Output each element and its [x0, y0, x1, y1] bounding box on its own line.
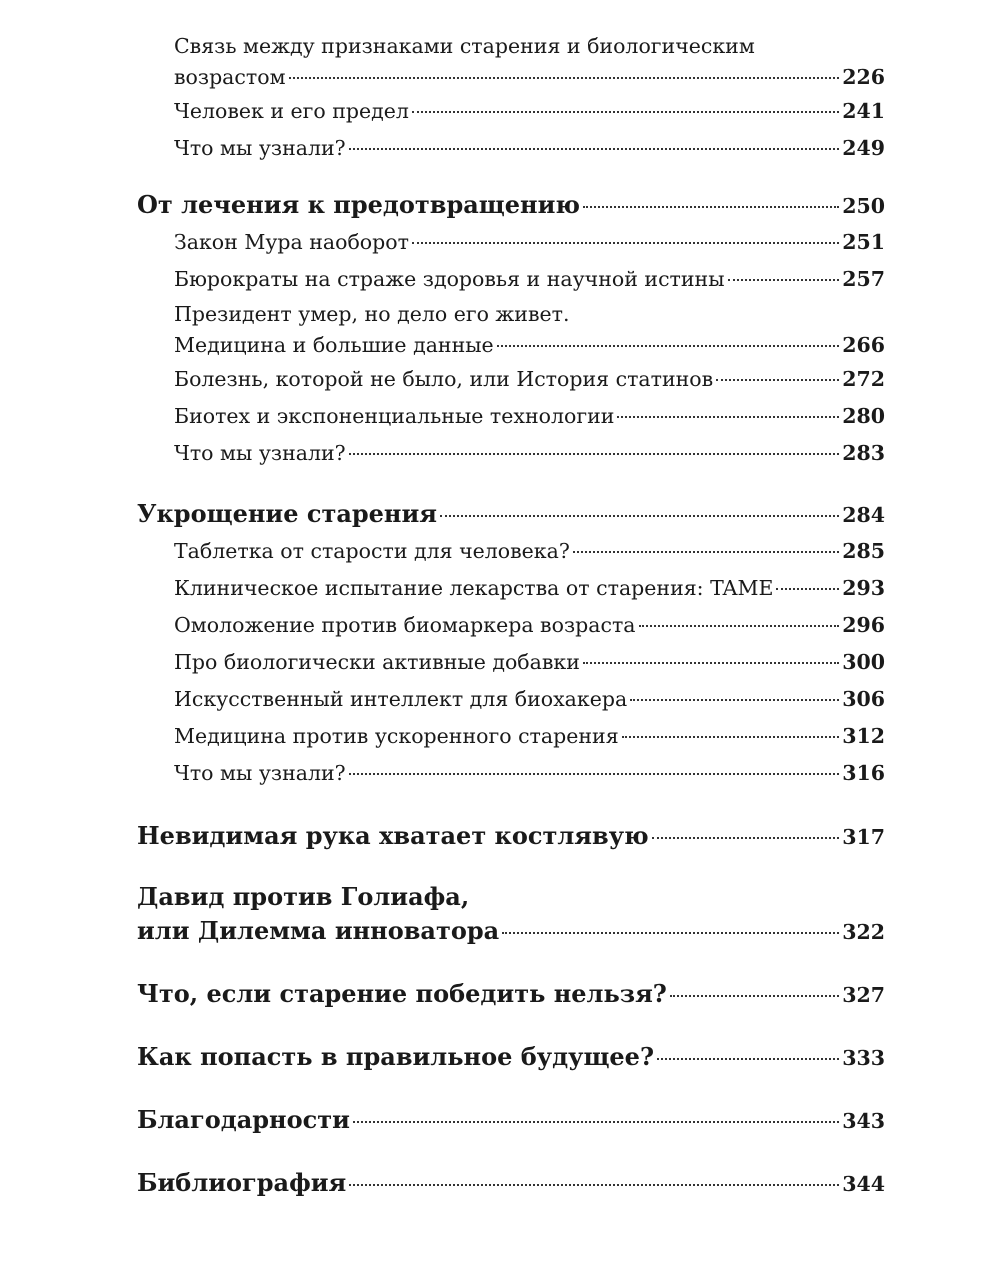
toc-entry-title: Болезнь, которой не было, или История статинов — [174, 367, 714, 391]
toc-entry-title: Медицина против ускоренного старения — [174, 724, 619, 748]
dot-leader — [657, 1058, 839, 1060]
toc-entry-page: 285 — [842, 539, 885, 563]
toc-entry-page: 272 — [842, 367, 885, 391]
toc-chapter-title: Как попасть в правильное будущее? — [137, 1042, 655, 1071]
toc-entry[interactable] — [174, 398, 885, 435]
toc-chapter[interactable] — [137, 976, 885, 1013]
toc-chapter-title: От лечения к предотвращению — [137, 190, 581, 219]
toc-entry-page: 300 — [842, 650, 885, 674]
toc-chapter-page: 250 — [842, 194, 885, 218]
toc-entry[interactable] — [174, 261, 885, 298]
toc-chapter-title: Невидимая рука хватает костлявую — [137, 821, 649, 850]
dot-leader — [652, 837, 840, 839]
toc-chapter-title: Библиография — [137, 1168, 347, 1197]
toc-entry-title: Омоложение против биомаркера возраста — [174, 613, 636, 637]
toc-entry-page: 249 — [842, 136, 885, 160]
dot-leader — [349, 453, 840, 455]
dot-leader — [617, 416, 839, 418]
toc-entry-page: 293 — [842, 576, 885, 600]
toc-chapter[interactable] — [137, 1102, 885, 1139]
toc-entry-page: 312 — [842, 724, 885, 748]
toc-entry[interactable] — [174, 93, 885, 130]
table-of-contents — [137, 30, 885, 1202]
toc-entry-page: 306 — [842, 687, 885, 711]
toc-chapter-title: Что, если старение победить нельзя? — [137, 979, 667, 1008]
dot-leader — [349, 773, 840, 775]
toc-entry[interactable] — [174, 607, 885, 644]
toc-entry-title-line2: Медицина и большие данные — [174, 333, 494, 357]
toc-entry-page: 241 — [842, 99, 885, 123]
toc-chapter[interactable] — [137, 1165, 885, 1202]
toc-entry-page: 266 — [842, 333, 885, 357]
toc-entry[interactable] — [174, 298, 885, 361]
toc-entry-title: Что мы узнали? — [174, 136, 346, 160]
toc-entry[interactable] — [174, 30, 885, 93]
toc-chapter-page: 343 — [842, 1109, 885, 1133]
toc-chapter-title: Благодарности — [137, 1105, 350, 1134]
toc-chapter[interactable] — [137, 881, 885, 950]
dot-leader — [776, 588, 839, 590]
dot-leader — [583, 206, 839, 208]
toc-entry-title: Что мы узнали? — [174, 441, 346, 465]
toc-entry[interactable] — [174, 533, 885, 570]
toc-chapter-page: 322 — [842, 920, 885, 944]
dot-leader — [670, 995, 839, 997]
dot-leader — [289, 77, 840, 79]
dot-leader — [728, 279, 840, 281]
toc-entry-page: 296 — [842, 613, 885, 637]
toc-entry[interactable] — [174, 681, 885, 718]
toc-entry-title: Что мы узнали? — [174, 761, 346, 785]
toc-chapter[interactable] — [137, 818, 885, 855]
toc-chapter[interactable] — [137, 1039, 885, 1076]
toc-chapter-page: 317 — [842, 825, 885, 849]
toc-chapter-page: 284 — [842, 503, 885, 527]
dot-leader — [630, 699, 839, 701]
dot-leader — [440, 515, 839, 517]
toc-entry-title: Искусственный интеллект для биохакера — [174, 687, 628, 711]
toc-entry[interactable] — [174, 718, 885, 755]
dot-leader — [353, 1121, 839, 1123]
toc-chapter-title: Укрощение старения — [137, 499, 438, 528]
dot-leader — [573, 551, 839, 553]
toc-chapter[interactable] — [137, 187, 885, 224]
toc-entry-title: Бюрократы на страже здоровья и научной истины — [174, 267, 725, 291]
toc-entry-title: Таблетка от старости для человека? — [174, 539, 570, 563]
toc-chapter-title-line2: или Дилемма инноватора — [137, 916, 500, 945]
toc-entry-page: 316 — [842, 761, 885, 785]
toc-chapter-page: 327 — [842, 983, 885, 1007]
dot-leader — [622, 736, 840, 738]
toc-chapter-page: 333 — [842, 1046, 885, 1070]
dot-leader — [502, 932, 839, 934]
toc-entry-page: 226 — [842, 65, 885, 89]
toc-entry-page: 280 — [842, 404, 885, 428]
toc-entry[interactable] — [174, 224, 885, 261]
toc-entry[interactable] — [174, 644, 885, 681]
toc-entry[interactable] — [174, 755, 885, 792]
toc-entry-title: Закон Мура наоборот — [174, 230, 409, 254]
toc-chapter[interactable] — [137, 496, 885, 533]
dot-leader — [716, 379, 839, 381]
toc-entry[interactable] — [174, 570, 885, 607]
dot-leader — [639, 625, 840, 627]
toc-entry[interactable] — [174, 130, 885, 167]
toc-entry-title: Человек и его предел — [174, 99, 409, 123]
toc-entry[interactable] — [174, 435, 885, 472]
dot-leader — [349, 1184, 839, 1186]
toc-entry-title-line1: Президент умер, но дело его живет. — [174, 302, 570, 326]
toc-entry[interactable] — [174, 361, 885, 398]
dot-leader — [412, 111, 839, 113]
toc-entry-title-line1: Связь между признаками старения и биологическим — [174, 34, 755, 58]
toc-entry-title: Клиническое испытание лекарства от старения: TAME — [174, 576, 774, 600]
toc-entry-page: 283 — [842, 441, 885, 465]
toc-entry-page: 251 — [842, 230, 885, 254]
toc-entry-title: Биотех и экспоненциальные технологии — [174, 404, 615, 428]
dot-leader — [497, 345, 840, 347]
dot-leader — [412, 242, 839, 244]
toc-entry-title: Про биологически активные добавки — [174, 650, 580, 674]
dot-leader — [349, 148, 840, 150]
dot-leader — [583, 662, 839, 664]
toc-chapter-page: 344 — [842, 1172, 885, 1196]
toc-chapter-title-line1: Давид против Голиафа, — [137, 882, 470, 911]
toc-entry-page: 257 — [842, 267, 885, 291]
toc-entry-title-line2: возрастом — [174, 65, 286, 89]
